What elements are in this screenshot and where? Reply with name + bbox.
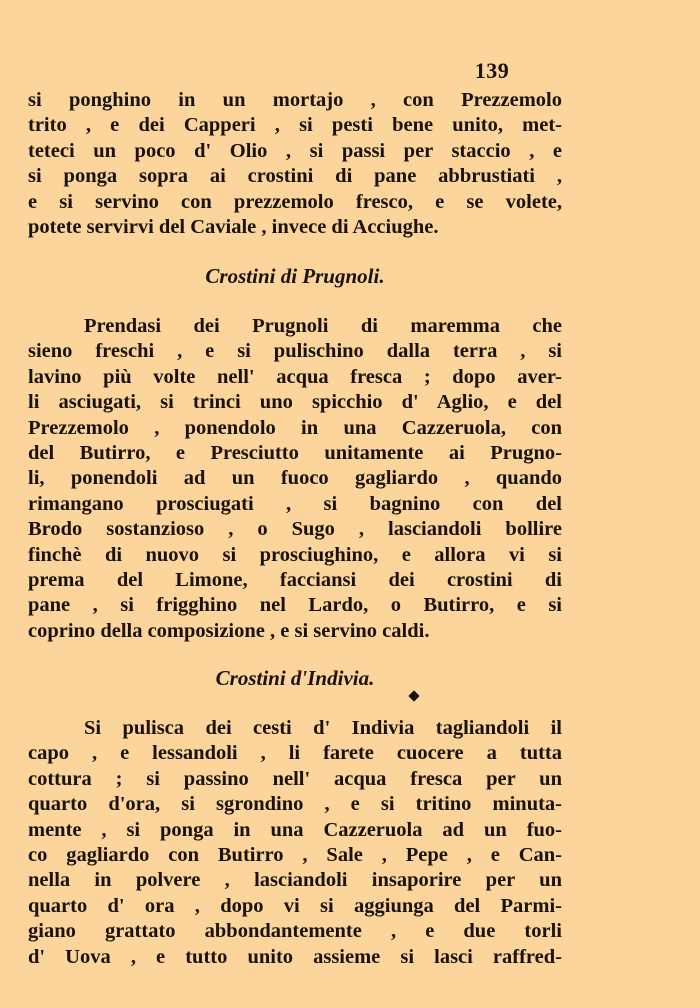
text-line: nella in polvere , lasciandoli insaporire per un [28, 869, 562, 892]
text-line: Prezzemolo , ponendolo in una Cazzeruola, con [28, 416, 562, 439]
text-line: co gagliardo con Butirro , Sale , Pepe , e Can- [28, 843, 562, 866]
text-line: lavino più volte nell' acqua fresca ; dopo aver- [28, 365, 562, 388]
text-line: Si pulisca dei cesti d' Indivia tagliandoli il [84, 717, 562, 739]
text-line: giano grattato abbondantemente , e due torli [28, 920, 562, 943]
text-line: si ponghino in un mortajo , con Prezzemolo [28, 89, 562, 111]
text-line: rimangano prosciugati , si bagnino con del [28, 492, 562, 515]
text-line: quarto d' ora , dopo vi si aggiunga del Parmi- [28, 894, 562, 917]
text-line: e si servino con prezzemolo fresco, e se volete, [28, 190, 562, 213]
text-line: potete servirvi del Caviale , invece di Acciughe. [28, 215, 439, 238]
text-line: prema del Limone, facciansi dei crostini di [28, 568, 562, 591]
text-line: pane , si frigghino nel Lardo, o Butirro, e si [28, 594, 562, 617]
text-line: quarto d'ora, si sgrondino , e si tritino minuta- [28, 793, 562, 816]
text-line: trito , e dei Capperi , si pesti bene unito, met- [28, 114, 562, 137]
text-line: d' Uova , e tutto unito assieme si lasci raffred- [28, 945, 562, 968]
text-line: teteci un poco d' Olio , si passi per staccio , e [28, 139, 562, 162]
text-line: del Butirro, e Presciutto unitamente ai Prugno- [28, 441, 562, 464]
text-line: Brodo sostanzioso , o Sugo , lasciandoli bollire [28, 518, 562, 541]
text-line: cottura ; si passino nell' acqua fresca per un [28, 767, 562, 790]
paragraph-anchovy-continuation [28, 88, 562, 240]
text-line: sieno freschi , e si pulischino dalla terra , si [28, 340, 562, 363]
ornament-dot [408, 690, 419, 701]
text-line: Prendasi dei Prugnoli di maremma che [84, 315, 562, 337]
text-line: capo , e lessandoli , li farete cuocere a tutta [28, 742, 562, 765]
section-heading-prugnoli: Crostini di Prugnoli. [205, 264, 385, 288]
section-heading-indivia: Crostini d'Indivia. [215, 666, 375, 690]
paragraph-prugnoli [28, 314, 562, 644]
text-line: mente , si ponga in una Cazzeruola ad un fuo- [28, 818, 562, 841]
paragraph-indivia [28, 716, 562, 970]
page-number: 139 [474, 58, 510, 83]
text-line: finchè di nuovo si prosciughino, e allora vi si [28, 543, 562, 566]
text-line: li, ponendoli ad un fuoco gagliardo , quando [28, 467, 562, 490]
text-line: li asciugati, si trinci uno spicchio d' Aglio, e del [28, 391, 562, 414]
text-line: coprino della composizione , e si servino caldi. [28, 619, 430, 642]
text-line: si ponga sopra ai crostini di pane abbrustiati , [28, 165, 562, 188]
